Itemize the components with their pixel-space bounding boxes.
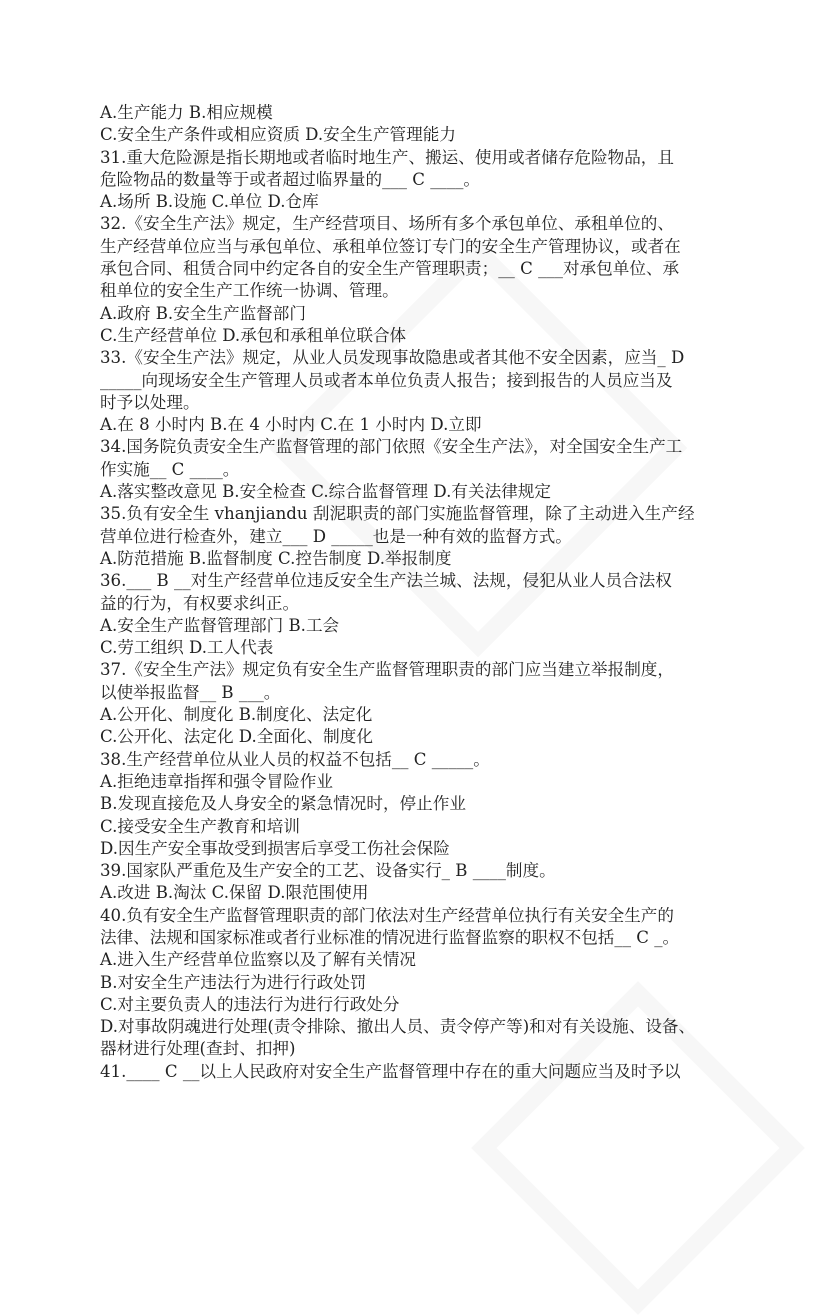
document-body xyxy=(100,102,740,1083)
text-line: 39.国家队严重危及生产安全的工艺、设备实行_ B ____制度。 xyxy=(100,861,556,881)
text-line: A.安全生产监督管理部门 B.工会 xyxy=(100,615,340,635)
text-line: 40.负有安全生产监督管理职责的部门依法对生产经营单位执行有关安全生产的 xyxy=(100,905,674,925)
text-line: A.进入生产经营单位监察以及了解有关情况 xyxy=(100,950,416,970)
text-line: 法律、法规和国家标准或者行业标准的情况进行监督监察的职权不包括__ C _。 xyxy=(100,927,680,947)
text-line: 承包合同、租赁合同中约定各自的安全生产管理职责；__ C ___对承包单位、承 xyxy=(100,259,680,279)
text-line: C.对主要负责人的违法行为进行行政处分 xyxy=(100,994,400,1014)
text-line: C.接受安全生产教育和培训 xyxy=(100,816,300,836)
text-line: 33.《安全生产法》规定，从业人员发现事故隐患或者其他不安全因素，应当_ D xyxy=(100,348,685,368)
text-line: 作实施__ C ____。 xyxy=(100,459,240,479)
text-line: B.发现直接危及人身安全的紧急情况时，停止作业 xyxy=(100,794,466,814)
text-line: 37.《安全生产法》规定负有安全生产监督管理职责的部门应当建立举报制度， xyxy=(100,660,674,680)
text-line: 31.重大危险源是指长期地或者临时地生产、搬运、使用或者储存危险物品，且 xyxy=(100,147,674,167)
text-line: 租单位的安全生产工作统一协调、管理。 xyxy=(100,281,399,301)
text-line: A.拒绝违章指挥和强令冒险作业 xyxy=(100,771,333,791)
text-line: 危险物品的数量等于或者超过临界量的___ C ____。 xyxy=(100,169,481,189)
text-line: A.公开化、制度化 B.制度化、法定化 xyxy=(100,705,373,725)
text-line: B.对安全生产违法行为进行行政处罚 xyxy=(100,972,367,992)
text-line: A.政府 B.安全生产监督部门 xyxy=(100,303,306,323)
text-line: _____向现场安全生产管理人员或者本单位负责人报告；接到报告的人员应当及 xyxy=(100,370,673,390)
text-line: A.在 8 小时内 B.在 4 小时内 C.在 1 小时内 D.立即 xyxy=(100,415,482,435)
text-line: D.对事故阴魂进行处理(责令排除、撤出人员、责令停产等)和对有关设施、设备、 xyxy=(100,1017,696,1037)
text-line: A.场所 B.设施 C.单位 D.仓库 xyxy=(100,192,319,212)
text-line: C.劳工组织 D.工人代表 xyxy=(100,638,274,658)
text-line: 时予以处理。 xyxy=(100,392,200,412)
text-line: 35.负有安全生 vhanjiandu 刮泥职责的部门实施监督管理，除了主动进入生产经 xyxy=(100,504,695,524)
text-line: 营单位进行检查外，建立___ D _____也是一种有效的监督方式。 xyxy=(100,526,572,546)
text-line: 41.____ C __以上人民政府对安全生产监督管理中存在的重大问题应当及时予以 xyxy=(100,1061,681,1081)
text-line: 生产经营单位应当与承包单位、承租单位签订专门的安全生产管理协议，或者在 xyxy=(100,236,681,256)
text-line: 益的行为，有权要求纠正。 xyxy=(100,593,300,613)
text-line: A.落实整改意见 B.安全检查 C.综合监督管理 D.有关法律规定 xyxy=(100,482,551,502)
text-line: 32.《安全生产法》规定，生产经营项目、场所有多个承包单位、承租单位的、 xyxy=(100,214,674,234)
text-line: C.公开化、法定化 D.全面化、制度化 xyxy=(100,727,373,747)
text-line: A.改进 B.淘汰 C.保留 D.限范围使用 xyxy=(100,883,369,903)
text-line: 以使举报监督__ B ___。 xyxy=(100,682,281,702)
text-line: 38.生产经营单位从业人员的权益不包括__ C _____。 xyxy=(100,749,490,769)
text-line: D.因生产安全事故受到损害后享受工伤社会保险 xyxy=(100,838,450,858)
text-line: C.生产经营单位 D.承包和承租单位联合体 xyxy=(100,325,407,345)
text-line: 器材进行处理(查封、扣押) xyxy=(100,1039,296,1059)
text-line: 34.国务院负责安全生产监督管理的部门依照《安全生产法》，对全国安全生产工 xyxy=(100,437,683,457)
text-line: A.生产能力 B.相应规模 xyxy=(100,103,273,122)
text-line: 36.___ B __对生产经营单位违反安全生产法兰城、法规，侵犯从业人员合法权 xyxy=(100,571,672,591)
text-line: C.安全生产条件或相应资质 D.安全生产管理能力 xyxy=(100,125,456,145)
text-line: A.防范措施 B.监督制度 C.控告制度 D.举报制度 xyxy=(100,548,452,568)
